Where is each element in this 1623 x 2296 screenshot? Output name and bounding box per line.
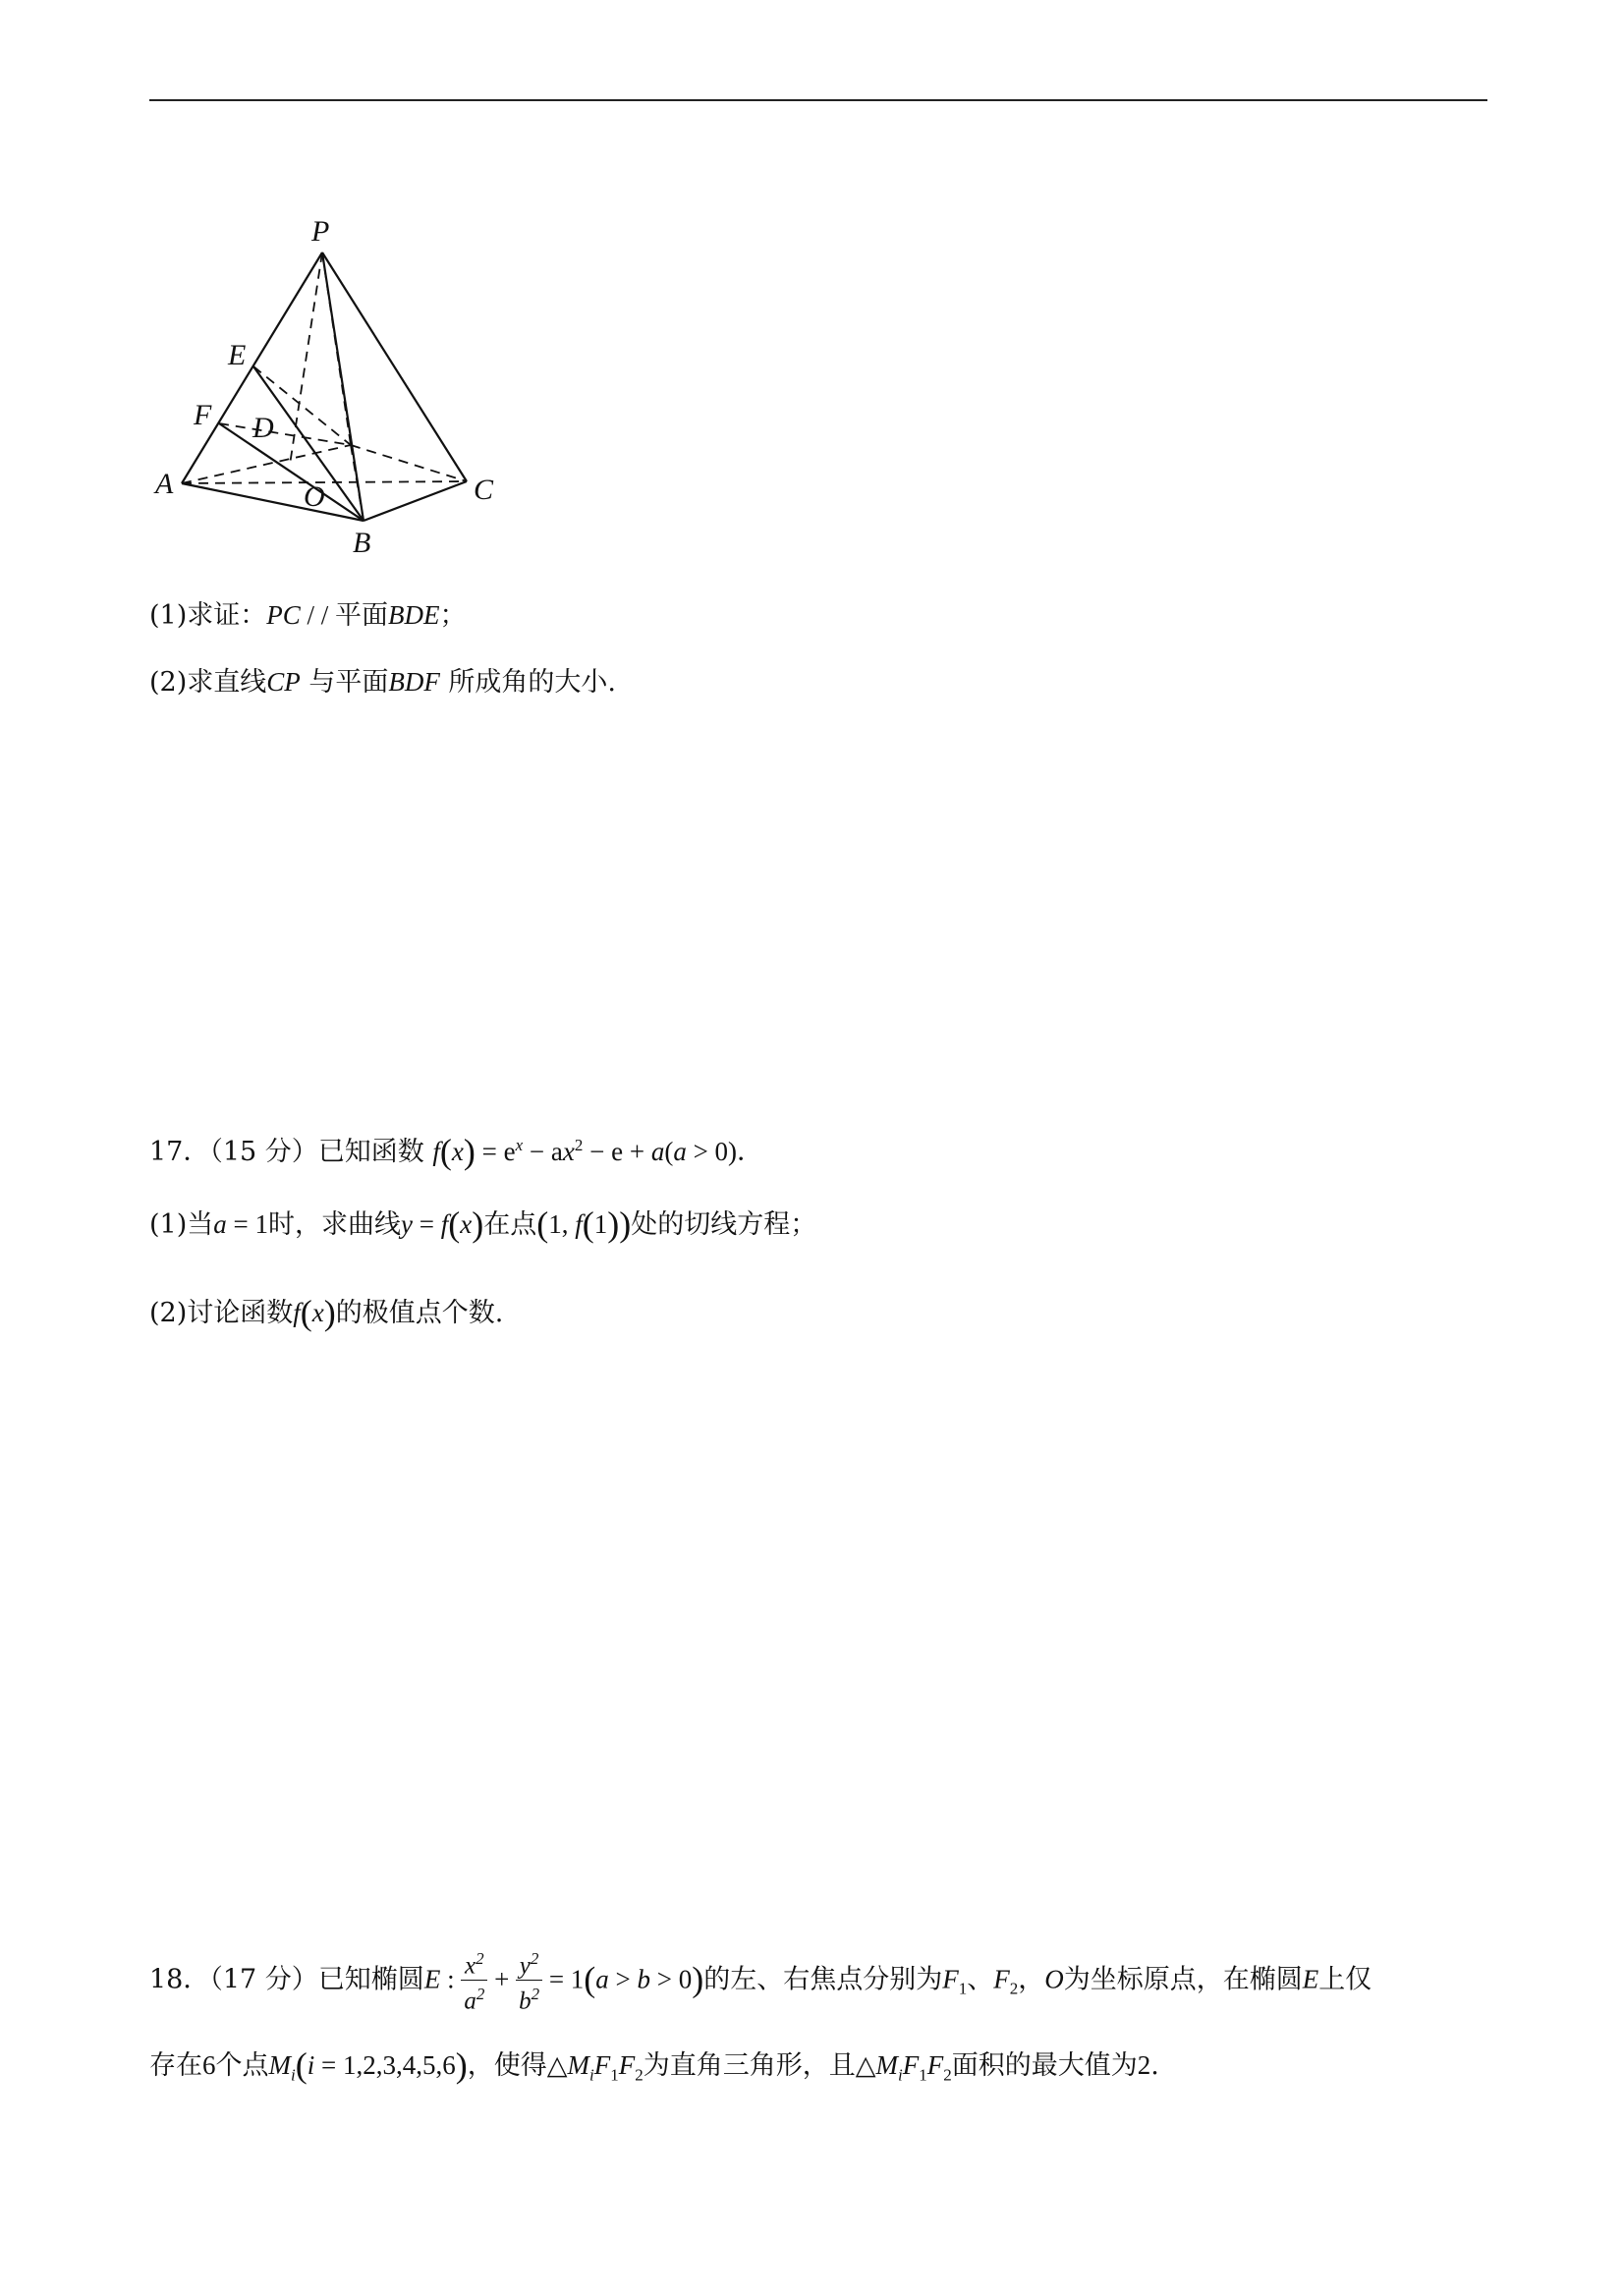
label-C: C [474,474,494,506]
q16-part1: (1)求证：PC / / 平面BDE； [149,600,467,631]
q18-stem-line1: 18．（17 分）已知椭圆E : $\frac{x^2}{a^2}$ + $\frac{y^2}{b^2}$ = 1(a > b > 0)的左、右焦点分别为$F_1$、$F_2$，O为坐标原点，在椭圆E上仅 [149,1945,1371,2019]
q17-part1: (1)当a = 1时，求曲线y = f(x)在点(1, f(1))处的切线方程； [149,1204,817,1244]
label-A: A [155,468,174,500]
label-E: E [228,339,247,371]
q17-stem: 17．（15 分）已知函数 $f(x) = e^x - ax^2 - e + a(a > 0)$． [149,1132,764,1171]
q17-part2: (2)讨论函数f(x)的极值点个数. [149,1293,504,1332]
fraction-x2-a2: $\frac{x^2}{a^2}$ [461,1945,487,2016]
label-F: F [194,399,212,431]
q18-stem-line2: 存在6个点$M_i(i = 1,2,3,4,5,6)$，使得$\triangle M_iF_1F_2$为直角三角形，且$\triangle M_iF_1F_2$面积的最大值为2. [149,2045,1159,2085]
q16-part2: (2)求直线CP 与平面BDF 所成角的大小. [149,667,617,698]
label-P: P [311,215,330,248]
header-rule [149,99,1487,101]
label-D: D [252,412,274,444]
fraction-y2-b2: $\frac{y^2}{b^2}$ [516,1945,542,2016]
label-B: B [353,527,371,555]
pyramid-figure [142,211,516,555]
label-O: O [304,480,325,513]
